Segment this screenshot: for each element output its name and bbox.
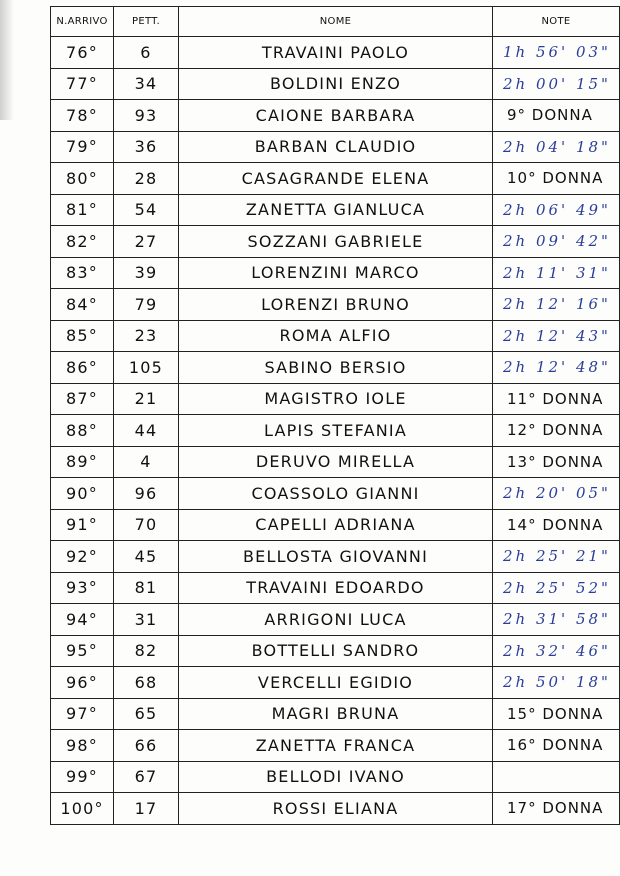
cell-nome: BOLDINI ENZO — [179, 68, 493, 100]
cell-pett: 105 — [114, 352, 179, 384]
cell-pett: 82 — [114, 635, 179, 667]
table-row — [51, 37, 620, 69]
cell-nome: LAPIS STEFANIA — [179, 415, 493, 447]
table-row — [51, 194, 620, 226]
cell-note: 2h 31' 58" — [493, 604, 620, 636]
table-row — [51, 320, 620, 352]
table-row — [51, 698, 620, 730]
cell-note: 13° DONNA — [493, 446, 620, 478]
cell-pett: 54 — [114, 194, 179, 226]
cell-pett: 27 — [114, 226, 179, 258]
cell-pett: 96 — [114, 478, 179, 510]
cell-nome: SOZZANI GABRIELE — [179, 226, 493, 258]
table-row — [51, 730, 620, 762]
cell-arrivo: 83° — [51, 257, 114, 289]
cell-arrivo: 95° — [51, 635, 114, 667]
header-arrivo: N.ARRIVO — [51, 7, 114, 37]
cell-pett: 45 — [114, 541, 179, 573]
cell-nome: BELLODI IVANO — [179, 761, 493, 793]
table-row — [51, 478, 620, 510]
cell-note: 14° DONNA — [493, 509, 620, 541]
cell-arrivo: 84° — [51, 289, 114, 321]
cell-nome: SABINO BERSIO — [179, 352, 493, 384]
cell-pett: 21 — [114, 383, 179, 415]
cell-nome: ROMA ALFIO — [179, 320, 493, 352]
table-row — [51, 226, 620, 258]
cell-pett: 79 — [114, 289, 179, 321]
cell-pett: 34 — [114, 68, 179, 100]
cell-note: 2h 12' 43" — [493, 320, 620, 352]
table-row — [51, 100, 620, 132]
cell-arrivo: 91° — [51, 509, 114, 541]
scan-edge-shadow — [0, 0, 14, 120]
cell-arrivo: 79° — [51, 131, 114, 163]
cell-pett: 93 — [114, 100, 179, 132]
cell-arrivo: 98° — [51, 730, 114, 762]
cell-nome: BOTTELLI SANDRO — [179, 635, 493, 667]
cell-pett: 6 — [114, 37, 179, 69]
cell-nome: CASAGRANDE ELENA — [179, 163, 493, 195]
results-body — [51, 37, 620, 825]
cell-nome: VERCELLI EGIDIO — [179, 667, 493, 699]
cell-arrivo: 80° — [51, 163, 114, 195]
header-note: NOTE — [493, 7, 620, 37]
table-row — [51, 572, 620, 604]
cell-arrivo: 88° — [51, 415, 114, 447]
cell-note: 2h 32' 46" — [493, 635, 620, 667]
cell-arrivo: 96° — [51, 667, 114, 699]
table-row — [51, 68, 620, 100]
cell-note: 2h 06' 49" — [493, 194, 620, 226]
cell-note: 1h 56' 03" — [493, 37, 620, 69]
cell-arrivo: 87° — [51, 383, 114, 415]
cell-pett: 39 — [114, 257, 179, 289]
cell-nome: MAGISTRO IOLE — [179, 383, 493, 415]
cell-note: 2h 11' 31" — [493, 257, 620, 289]
cell-nome: TRAVAINI PAOLO — [179, 37, 493, 69]
cell-note — [493, 761, 620, 793]
table-row — [51, 415, 620, 447]
cell-note: 11° DONNA — [493, 383, 620, 415]
table-row — [51, 761, 620, 793]
cell-note: 2h 04' 18" — [493, 131, 620, 163]
cell-note: 2h 20' 05" — [493, 478, 620, 510]
cell-arrivo: 97° — [51, 698, 114, 730]
cell-arrivo: 81° — [51, 194, 114, 226]
table-row — [51, 163, 620, 195]
table-row — [51, 446, 620, 478]
cell-pett: 65 — [114, 698, 179, 730]
cell-pett: 81 — [114, 572, 179, 604]
cell-note: 2h 09' 42" — [493, 226, 620, 258]
cell-arrivo: 92° — [51, 541, 114, 573]
cell-nome: CAPELLI ADRIANA — [179, 509, 493, 541]
table-row — [51, 289, 620, 321]
cell-pett: 44 — [114, 415, 179, 447]
cell-arrivo: 85° — [51, 320, 114, 352]
cell-pett: 17 — [114, 793, 179, 825]
cell-nome: ZANETTA FRANCA — [179, 730, 493, 762]
cell-arrivo: 100° — [51, 793, 114, 825]
cell-arrivo: 89° — [51, 446, 114, 478]
cell-pett: 66 — [114, 730, 179, 762]
cell-nome: DERUVO MIRELLA — [179, 446, 493, 478]
table-row — [51, 635, 620, 667]
cell-arrivo: 86° — [51, 352, 114, 384]
table-row — [51, 793, 620, 825]
cell-nome: CAIONE BARBARA — [179, 100, 493, 132]
cell-arrivo: 82° — [51, 226, 114, 258]
cell-pett: 70 — [114, 509, 179, 541]
cell-nome: ROSSI ELIANA — [179, 793, 493, 825]
table-row — [51, 604, 620, 636]
cell-note: 2h 12' 16" — [493, 289, 620, 321]
cell-arrivo: 77° — [51, 68, 114, 100]
cell-note: 2h 50' 18" — [493, 667, 620, 699]
cell-note: 2h 00' 15" — [493, 68, 620, 100]
cell-nome: ZANETTA GIANLUCA — [179, 194, 493, 226]
cell-note: 10° DONNA — [493, 163, 620, 195]
cell-note: 12° DONNA — [493, 415, 620, 447]
cell-arrivo: 76° — [51, 37, 114, 69]
table-row — [51, 541, 620, 573]
table-row — [51, 383, 620, 415]
cell-note: 17° DONNA — [493, 793, 620, 825]
header-nome: NOME — [179, 7, 493, 37]
cell-nome: LORENZINI MARCO — [179, 257, 493, 289]
cell-nome: BARBAN CLAUDIO — [179, 131, 493, 163]
header-pett: PETT. — [114, 7, 179, 37]
cell-pett: 36 — [114, 131, 179, 163]
cell-arrivo: 94° — [51, 604, 114, 636]
cell-arrivo: 93° — [51, 572, 114, 604]
table-row — [51, 131, 620, 163]
table-row — [51, 509, 620, 541]
results-table — [50, 6, 620, 825]
cell-pett: 28 — [114, 163, 179, 195]
cell-arrivo: 78° — [51, 100, 114, 132]
cell-nome: LORENZI BRUNO — [179, 289, 493, 321]
cell-pett: 4 — [114, 446, 179, 478]
cell-nome: TRAVAINI EDOARDO — [179, 572, 493, 604]
cell-note: 15° DONNA — [493, 698, 620, 730]
cell-nome: MAGRI BRUNA — [179, 698, 493, 730]
cell-pett: 68 — [114, 667, 179, 699]
cell-arrivo: 90° — [51, 478, 114, 510]
cell-pett: 23 — [114, 320, 179, 352]
cell-note: 2h 25' 21" — [493, 541, 620, 573]
cell-note: 16° DONNA — [493, 730, 620, 762]
cell-pett: 31 — [114, 604, 179, 636]
table-row — [51, 667, 620, 699]
table-row — [51, 257, 620, 289]
cell-pett: 67 — [114, 761, 179, 793]
cell-note: 2h 12' 48" — [493, 352, 620, 384]
cell-arrivo: 99° — [51, 761, 114, 793]
cell-note: 2h 25' 52" — [493, 572, 620, 604]
cell-nome: ARRIGONI LUCA — [179, 604, 493, 636]
cell-note: 9° DONNA — [493, 100, 620, 132]
table-row — [51, 352, 620, 384]
cell-nome: BELLOSTA GIOVANNI — [179, 541, 493, 573]
cell-nome: COASSOLO GIANNI — [179, 478, 493, 510]
header-row — [51, 7, 620, 37]
